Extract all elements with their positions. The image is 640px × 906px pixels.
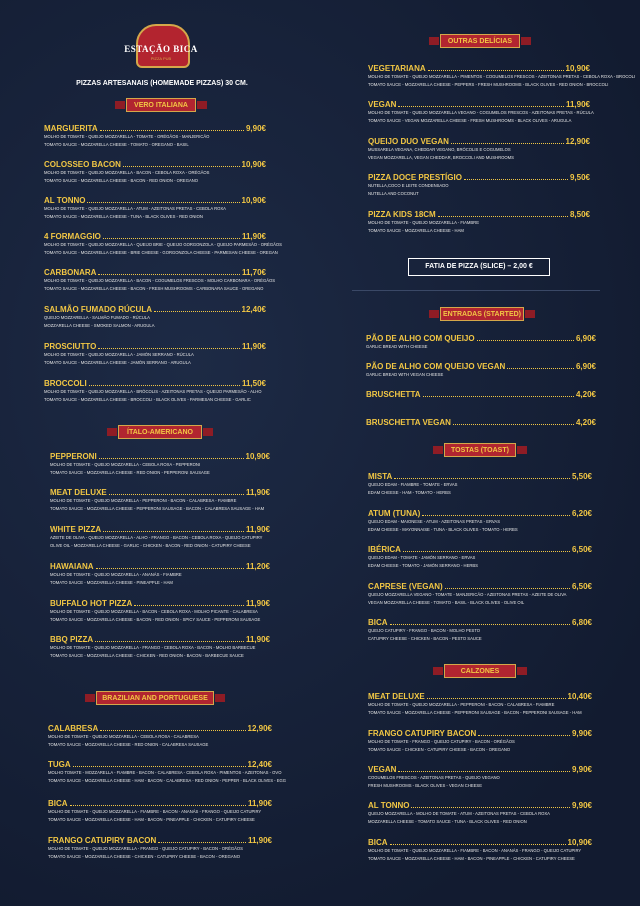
menu-item-name: MARGUERITA (44, 124, 98, 133)
dot-leader (394, 477, 570, 479)
menu-item-price: 6,80€ (571, 618, 592, 627)
menu-item-description: MOLHO DE TOMATE - FRANGO - QUEIJO CATUPIRY - BACON - ORÉGÃOS (368, 739, 515, 744)
menu-item-description: QUEIJO EDAM - MAIONESE - ATUM - AZEITONAS PRETAS - ERVAS (368, 519, 501, 524)
menu-item-description: MOLHO DE TOMATE - QUEIJO MOZZARELLA - CEBOLA ROXA - CALABRESA (48, 734, 199, 739)
menu-item-description: COGUMELOS FRESCOS - AZEITONAS PRETAS - QUEIJO VEGANO (368, 775, 500, 780)
menu-item-description: MOLHO DE TOMATE - QUEIJO MOZZARELLA - ANANÁS - FIAMBRE (50, 572, 182, 577)
menu-item-price: 11,90€ (247, 799, 272, 808)
section-calzones: CALZONES (444, 664, 516, 678)
menu-item-row (368, 173, 590, 182)
menu-item (50, 562, 270, 587)
menu-item-row (368, 64, 590, 73)
dot-leader (438, 215, 568, 217)
menu-item (50, 488, 270, 513)
menu-item-description: MOLHO TOMATE - MOZZARELLA - FIAMBRE - BACON - CALABRESA - CEBOLA ROXA - PIMENTOS - AZEITONAS - OVO (48, 770, 282, 775)
menu-item-description: TOMATO SAUCE - MOZZARELLA CHEESE - TUNA - BLACK OLIVES - RED ONION (44, 214, 203, 219)
menu-item-row (50, 599, 270, 608)
section-outras-delicias: OUTRAS DELÍCIAS (440, 34, 520, 48)
dot-leader (98, 273, 240, 275)
menu-item-price: 12,90€ (247, 724, 272, 733)
menu-item-name: PÃO DE ALHO COM QUEIJO VEGAN (366, 362, 506, 371)
menu-item (366, 390, 596, 399)
menu-item-name: IBÉRICA (368, 545, 401, 554)
menu-subtitle: PIZZAS ARTESANAIS (HOMEMADE PIZZAS) 30 CM. (76, 80, 248, 87)
menu-item (368, 210, 590, 235)
menu-item-description: TOMATO SAUCE - MOZZARELLA CHEESE - HAM - BACON - PINEAPPLE - CHICKEN - CATUPIRY CHEESE (48, 817, 255, 822)
dot-leader (87, 201, 239, 203)
menu-item-row (368, 509, 592, 518)
menu-item-name: PIZZA KIDS 18CM (368, 210, 436, 219)
menu-item-description: TOMATO SAUCE - MOZZARELLA CHEESE - HAM - BACON - PINEAPPLE - CHICKEN - CATUPIRY CHEESE (368, 856, 575, 861)
menu-item-name: CAPRESE (VEGAN) (368, 582, 443, 591)
dot-leader (109, 493, 244, 495)
menu-item (368, 729, 592, 754)
menu-item-row (368, 729, 592, 738)
menu-item-description: VEGAN MOZZARELLA, VEGAN CHEDDAR, BROCCOLI AND MUSHROOMS (368, 155, 514, 160)
menu-item-description: FRESH MUSHROOMS - BLACK OLIVES - VEGAN CHEESE (368, 783, 483, 788)
menu-item-price: 10,40€ (567, 692, 592, 701)
menu-item (48, 836, 272, 861)
dot-leader (134, 604, 244, 606)
menu-item-row (48, 799, 272, 808)
menu-item (368, 100, 594, 125)
dot-leader (428, 69, 564, 71)
dot-leader (427, 697, 566, 699)
menu-item-name: BRUSCHETTA VEGAN (366, 418, 451, 427)
menu-item-row (368, 582, 592, 591)
menu-item-name: BBQ PIZZA (50, 635, 94, 644)
menu-item-price: 11,90€ (247, 836, 272, 845)
menu-item-price: 10,90€ (565, 64, 590, 73)
dot-leader (398, 770, 570, 772)
menu-item-name: MISTA (368, 472, 393, 481)
menu-item-price: 11,90€ (241, 232, 266, 241)
dot-leader (411, 806, 569, 808)
menu-item-description: EDAM CHEESE - HAM - TOMATO - HERBS (368, 490, 451, 495)
menu-item-price: 11,90€ (245, 599, 270, 608)
dot-leader (100, 729, 245, 731)
menu-item-row (44, 160, 266, 169)
menu-item-description: TOMATO SAUCE - MOZZARELLA CHEESE - PEPPERS - FRESH MUSHROOMS - BLACK OLIVES - RED ONION - BROCCOLI (368, 82, 609, 87)
menu-item-name: BROCCOLI (44, 379, 87, 388)
menu-item (368, 173, 590, 198)
menu-item-description: EDAM CHEESE - TOMATO - JAMÓN SERRANO - HERBS (368, 563, 478, 568)
menu-item-name: ATUM (TUNA) (368, 509, 421, 518)
menu-item-description: MOZZARELLA CHEESE - TOMATO SAUCE - TUNA - BLACK OLIVES - RED ONION (368, 819, 527, 824)
menu-item-description: TOMATO SAUCE - MOZZARELLA CHEESE - PINEAPPLE - HAM (50, 580, 173, 585)
logo-tagline: PIZZA PUB (150, 56, 172, 61)
menu-item-price: 6,50€ (571, 545, 592, 554)
menu-item-description: MOZZARELLA CHEESE - SMOKED SALMON - ARUGULA (44, 323, 155, 328)
menu-item (44, 342, 266, 367)
menu-item-description: AZEITE DE OLIVA - QUEIJO MOZZARELLA - ALHO - FRANGO - BACON - CEBOLA ROXA - QUEIJO CATUPIRY (50, 535, 263, 540)
menu-item-description: TOMATO SAUCE - VEGAN MOZZARELLA CHEESE - FRESH MUSHROOMS - BLACK OLIVES - ARUGULA (368, 118, 572, 123)
menu-item-name: VEGETARIANA (368, 64, 426, 73)
menu-item-name: HAWAIANA (50, 562, 94, 571)
menu-item-price: 11,90€ (245, 488, 270, 497)
menu-item-description: QUEIJO EDAM - TOMATE - JAMÓN SERRANO - ERVAS (368, 555, 476, 560)
menu-item-row (44, 342, 266, 351)
menu-item-price: 12,40€ (247, 760, 272, 769)
dot-leader (445, 587, 570, 589)
menu-item-description: TOMATO SAUCE - MOZZARELLA CHEESE - CHICKEN - CATUPIRY CHEESE - BACON - OREGANO (48, 854, 240, 859)
menu-item-description: MOLHO DE TOMATE - QUEIJO MOZZARELLA - ATUM - AZEITONAS PRETAS - CEBOLA ROXA (44, 206, 226, 211)
menu-item-price: 5,50€ (571, 472, 592, 481)
menu-item-row (44, 196, 266, 205)
menu-item-price: 6,90€ (575, 362, 596, 371)
menu-item-row (50, 635, 270, 644)
menu-item-description: TOMATO SAUCE - MOZZARELLA CHEESE - PEPPERONI SAUSAGE - BACON - CALABRESA SAUSAGE - HAM (50, 506, 265, 511)
menu-item-price: 11,70€ (241, 268, 266, 277)
menu-item-row (368, 765, 592, 774)
menu-item (368, 801, 592, 826)
menu-item-description: MOLHO DE TOMATE - QUEIJO MOZZARELLA - BRÓCOLIS - AZEITONAS PRETAS - QUEIJO PARMESÃO - ALHO (44, 389, 262, 394)
menu-item-price: 10,90€ (241, 196, 266, 205)
menu-item-price: 10,90€ (567, 838, 592, 847)
menu-item-description: QUEIJO MOZZARELLA - SALMÃO FUMADO - RÚCULA (44, 315, 150, 320)
menu-item (50, 525, 270, 550)
menu-item-price: 4,20€ (575, 418, 596, 427)
menu-item-name: VEGAN (368, 765, 397, 774)
menu-item-price: 9,90€ (245, 124, 266, 133)
menu-item-description: QUEIJO EDAM - FIAMBRE - TOMATE - ERVAS (368, 482, 458, 487)
dot-leader (99, 457, 244, 459)
menu-item-name: AL TONNO (368, 801, 410, 810)
dot-leader (453, 423, 574, 425)
menu-item-name: COLOSSEO BACON (44, 160, 121, 169)
menu-item-description: TOMATO SAUCE - MOZZARELLA CHEESE - BACON - FRESH MUSHROOMS - CARBONARA SAUCE - OREGANO (44, 286, 264, 291)
dot-leader (89, 384, 240, 386)
menu-item-row (366, 390, 596, 399)
dot-leader (95, 640, 244, 642)
section-italo-americano: ÍTALO-AMERICANO (118, 425, 202, 439)
menu-item-description: MOLHO DE TOMATE - QUEIJO MOZZARELLA - FIAMBRE (368, 220, 479, 225)
menu-item (44, 268, 276, 293)
menu-item-description: MUSSARELA VEGANA, CHEDDAR VEGANO, BRÓCOLIS E COGUMELOS (368, 147, 511, 152)
menu-item-price: 9,90€ (571, 729, 592, 738)
menu-item-description: TOMATO SAUCE - MOZZARELLA CHEESE - BACON - RED ONION - OREGANO (44, 178, 199, 183)
dot-leader (73, 765, 246, 767)
menu-item-name: MEAT DELUXE (50, 488, 107, 497)
menu-item-price: 11,50€ (241, 379, 266, 388)
menu-item-description: EDAM CHEESE - MAYONNAISE - TUNA - BLACK OLIVES - TOMATO - HERBS (368, 527, 518, 532)
menu-item-name: BICA (48, 799, 68, 808)
menu-item-price: 11,20€ (245, 562, 270, 571)
menu-item-description: MOLHO DE TOMATE - QUEIJO MOZZARELLA - FRANGO - QUEIJO CATUPIRY - BACON - ORÉGÃOS (48, 846, 243, 851)
menu-item (366, 418, 596, 427)
menu-item-row (44, 379, 266, 388)
menu-item-description: CATUPIRY CHEESE - CHICKEN - BACON - PESTO SAUCE (368, 636, 482, 641)
dot-leader (390, 623, 570, 625)
menu-item (368, 137, 590, 162)
menu-item-description: MOLHO DE TOMATE - QUEIJO MOZZARELLA - PIMENTOS - COGUMELOS FRESCOS - AZEITONAS PRETAS - CEBOLA ROXA - BROCOLI (368, 74, 636, 79)
menu-item-description: TOMATO SAUCE - MOZZARELLA CHEESE - BACON - RED ONION - SPICY SAUCE - PEPPERONI SAUSAGE (50, 617, 261, 622)
menu-item-price: 9,90€ (571, 801, 592, 810)
menu-item-name: QUEIJO DUO VEGAN (368, 137, 449, 146)
menu-item-row (48, 760, 272, 769)
menu-item-row (366, 334, 596, 343)
menu-item-name: 4 FORMAGGIO (44, 232, 101, 241)
dot-leader (154, 310, 240, 312)
menu-item (368, 692, 592, 717)
menu-item (44, 124, 266, 149)
menu-item (44, 305, 266, 330)
menu-item (368, 765, 592, 790)
menu-item-description: MOLHO DE TOMATE - QUEIJO MOZZARELLA - FRANGO - CEBOLA ROXA - BACON - MOLHO BARBECUE (50, 645, 256, 650)
dot-leader (478, 734, 570, 736)
menu-item-row (366, 418, 596, 427)
menu-item-row (368, 210, 590, 219)
menu-item-price: 8,50€ (569, 210, 590, 219)
menu-item-price: 12,40€ (241, 305, 266, 314)
menu-item-name: FRANGO CATUPIRY BACON (368, 729, 477, 738)
section-brazilian-portuguese: BRAZILIAN AND PORTUGUESE (96, 691, 214, 705)
dot-leader (158, 841, 246, 843)
dot-leader (103, 237, 240, 239)
menu-item (368, 582, 592, 607)
menu-item-name: CARBONARA (44, 268, 97, 277)
menu-item-name: BUFFALO HOT PIZZA (50, 599, 133, 608)
menu-item (366, 362, 596, 379)
menu-item-row (50, 562, 270, 571)
menu-item-row (368, 618, 592, 627)
menu-item-description: MOLHO DE TOMATE - QUEIJO MOZZARELLA - FIAMBRE - BACON - ANANÁS - FRANGO - QUEIJO CATUPIRY (368, 848, 582, 853)
menu-item-price: 9,50€ (569, 173, 590, 182)
menu-item-description: MOLHO DE TOMATE - QUEIJO MOZZARELLA - CEBOLA ROXA - PEPPERONI (50, 462, 201, 467)
slice-price-box: FATIA DE PIZZA (SLICE) – 2,00 € (408, 258, 550, 276)
menu-item-description: MOLHO DE TOMATE - QUEIJO MOZZARELLA VEGANO - COGUMELOS FRESCOS - AZEITONAS PRETAS - RÚCULA (368, 110, 594, 115)
menu-item-description: MOLHO DE TOMATE - QUEIJO MOZZARELLA - BACON - CEBOLA ROXA - MOLHO PICANTE - CALABRESA (50, 609, 258, 614)
menu-item-description: TOMATO SAUCE - MOZZARELLA CHEESE - PEPPERONI SAUSAGE - BACON - PEPPERONI SAUSAGE - HAM (368, 710, 582, 715)
menu-item (368, 509, 592, 534)
menu-item-price: 11,90€ (241, 342, 266, 351)
menu-item-row (44, 305, 266, 314)
menu-item-row (368, 692, 592, 701)
menu-item-description: MOLHO DE TOMATE - QUEIJO MOZZARELLA - PEPPERONI - BACON - CALABRESA - FIAMBRE (50, 498, 237, 503)
menu-item-row (368, 137, 590, 146)
divider (352, 290, 600, 291)
menu-item-price: 6,90€ (575, 334, 596, 343)
menu-item-price: 4,20€ (575, 390, 596, 399)
menu-item (44, 196, 266, 221)
menu-item-price: 6,20€ (571, 509, 592, 518)
menu-item-name: FRANGO CATUPIRY BACON (48, 836, 157, 845)
dot-leader (477, 339, 574, 341)
menu-item (48, 760, 287, 785)
section-entradas: ENTRADAS (STARTED) (440, 307, 524, 321)
menu-item-name: SALMÃO FUMADO RÚCULA (44, 305, 152, 314)
menu-item-price: 10,90€ (245, 452, 270, 461)
menu-item-name: PÃO DE ALHO COM QUEIJO (366, 334, 475, 343)
menu-item-name: PEPPERONI (50, 452, 97, 461)
dot-leader (451, 142, 564, 144)
dot-leader (507, 367, 574, 369)
menu-item (48, 724, 272, 749)
menu-item (368, 838, 592, 863)
menu-item (44, 232, 282, 257)
menu-item-description: TOMATO SAUCE - MOZZARELLA CHEESE - TOMATO - OREGANO - BASIL (44, 142, 189, 147)
menu-item-description: TOMATO SAUCE - MOZZARELLA CHEESE - RED ONION - PEPPERONI SAUSAGE (50, 470, 210, 475)
menu-item-description: QUEIJO MOZZARELLA VEGANO - TOMATE - MANJERICÃO - AZEITONAS PRETAS - AZEITE DE OLIVA (368, 592, 567, 597)
menu-item-name: BICA (368, 618, 388, 627)
menu-item-description: TOMATO SAUCE - MOZZARELLA CHEESE - JAMÓN SERRANO - ARUGULA (44, 360, 191, 365)
menu-item-name: AL TONNO (44, 196, 86, 205)
menu-item-description: NUTELLA AND COCONUT (368, 191, 419, 196)
dot-leader (422, 514, 570, 516)
menu-item-description: GARLIC BREAD WITH VEGAN CHEESE (366, 372, 444, 377)
dot-leader (464, 178, 568, 180)
menu-item-description: MOLHO DE TOMATE - QUEIJO MOZZARELLA - FIAMBRE - BACON - ANANÁS - FRANGO - QUEIJO CATUPIRY (48, 809, 262, 814)
menu-item-name: BICA (368, 838, 388, 847)
dot-leader (100, 129, 244, 131)
menu-item (44, 160, 266, 185)
menu-item-description: VEGAN MOZZARELLA CHEESE - TOMATO - BASIL - BLACK OLIVES - OLIVE OIL (368, 600, 525, 605)
menu-item-row (368, 472, 592, 481)
menu-item-description: TOMATO SAUCE - MOZZARELLA CHEESE - BROCCOLI - BLACK OLIVES - PARMESAN CHEESE - GARLIC (44, 397, 251, 402)
menu-item-description: MOLHO DE TOMATE - QUEIJO MOZZARELLA - PEPPERONI - BACON - CALABRESA - FIAMBRE (368, 702, 555, 707)
menu-item-row (50, 525, 270, 534)
menu-item (50, 599, 270, 624)
menu-item-row (48, 836, 272, 845)
dot-leader (103, 530, 244, 532)
menu-item-name: CALABRESA (48, 724, 99, 733)
dot-leader (98, 347, 240, 349)
menu-item-row (368, 100, 590, 109)
menu-item-row (44, 268, 266, 277)
menu-item-name: WHITE PIZZA (50, 525, 102, 534)
menu-item (368, 618, 592, 643)
menu-item-description: MOLHO DE TOMATE - QUEIJO MOZZARELLA - JAMÓN SERRANO - RÚCULA (44, 352, 194, 357)
section-vero-italiana: VERO ITALIANA (126, 98, 196, 112)
menu-item (368, 64, 636, 89)
menu-item-name: BRUSCHETTA (366, 390, 421, 399)
menu-item-row (368, 838, 592, 847)
menu-item (50, 635, 270, 660)
menu-item-name: MEAT DELUXE (368, 692, 425, 701)
menu-item-description: TOMATO SAUCE - MOZZARELLA CHEESE - CHICKEN - RED ONION - BACON - BARBECUE SAUCE (50, 653, 244, 658)
menu-item-description: TOMATO SAUCE - MOZZARELLA CHEESE - HAM (368, 228, 464, 233)
menu-item-price: 6,50€ (571, 582, 592, 591)
dot-leader (423, 395, 574, 397)
menu-item-row (50, 452, 270, 461)
menu-item-name: PROSCIUTTO (44, 342, 97, 351)
menu-item-description: GARLIC BREAD WITH CHEESE (366, 344, 428, 349)
dot-leader (123, 165, 240, 167)
dot-leader (398, 105, 564, 107)
menu-item-description: MOLHO DE TOMATE - QUEIJO MOZZARELLA - TOMATE - ORÉGÃOS - MANJERICÃO (44, 134, 210, 139)
menu-item-row (368, 801, 592, 810)
menu-item-name: TUGA (48, 760, 71, 769)
menu-item-name: PIZZA DOCE PRESTÍGIO (368, 173, 462, 182)
menu-item-price: 10,90€ (241, 160, 266, 169)
menu-item-row (44, 124, 266, 133)
menu-item (44, 379, 266, 404)
menu-item-name: VEGAN (368, 100, 397, 109)
menu-item-description: QUEIJO CATUPIRY - FRANGO - BACON - MOLHO PESTO (368, 628, 481, 633)
logo-name: ESTAÇÃO BICA (124, 44, 198, 54)
menu-item-description: NUTELLA,COCO E LEITE CONDENSADO (368, 183, 449, 188)
menu-item-description: TOMATO SAUCE - MOZZARELLA CHEESE - RED ONION - CALABRESA SAUSAGE (48, 742, 209, 747)
menu-item-description: TOMATO SAUCE - CHICKEN - CATUPIRY CHEESE - BACON - OREGANO (368, 747, 511, 752)
menu-item-description: MOLHO DE TOMATE - QUEIJO MOZZARELLA - BACON - COGUMELOS FRESCOS - MOLHO CARBONARA - ORÉGÃOS (44, 278, 276, 283)
menu-item-price: 9,90€ (571, 765, 592, 774)
menu-item-price: 12,90€ (565, 137, 590, 146)
menu-item-price: 11,90€ (245, 635, 270, 644)
menu-item-row (48, 724, 272, 733)
dot-leader (403, 550, 570, 552)
menu-item (368, 472, 592, 497)
section-tostas: TOSTAS (TOAST) (444, 443, 516, 457)
menu-item-description: QUEIJO MOZZARELLA - MOLHO DE TOMATE - ATUM - AZEITONAS PRETAS - CEBOLA ROXA (368, 811, 550, 816)
menu-item-row (366, 362, 596, 371)
menu-item (50, 452, 270, 477)
menu-item (368, 545, 592, 570)
menu-item-description: TOMATO SAUCE - MOZZARELLA CHEESE - HAM - BACON - CALABRESA - RED ONION - PEPPER - BLACK OLIVES - EGG (48, 778, 287, 783)
menu-item-row (50, 488, 270, 497)
menu-item-price: 11,90€ (565, 100, 590, 109)
dot-leader (96, 567, 244, 569)
menu-item-description: TOMATO SAUCE - MOZZARELLA CHEESE - BRIE CHEESE - GORGONZOLA CHEESE - PARMESAN CHEESE - OREGAN (44, 250, 278, 255)
dot-leader (390, 843, 566, 845)
menu-item-description: OLIVE OIL - MOZZARELLA CHEESE - GARLIC - CHICKEN - BACON - RED ONION - CATUPIRY CHEESE (50, 543, 251, 548)
menu-item-price: 11,90€ (245, 525, 270, 534)
menu-item-description: MOLHO DE TOMATE - QUEIJO MOZZARELLA - BACON - CEBOLA ROXA - ORÉGÃOS (44, 170, 210, 175)
menu-item (48, 799, 272, 824)
dot-leader (70, 804, 246, 806)
menu-item-row (368, 545, 592, 554)
menu-item-description: MOLHO DE TOMATE - QUEIJO MOZZARELLA - QUEIJO BRIE - QUEIJO GORGONZOLA - QUEIJO PARMESÃO - ORÉGÃOS (44, 242, 282, 247)
menu-item (366, 334, 596, 351)
menu-item-row (44, 232, 266, 241)
